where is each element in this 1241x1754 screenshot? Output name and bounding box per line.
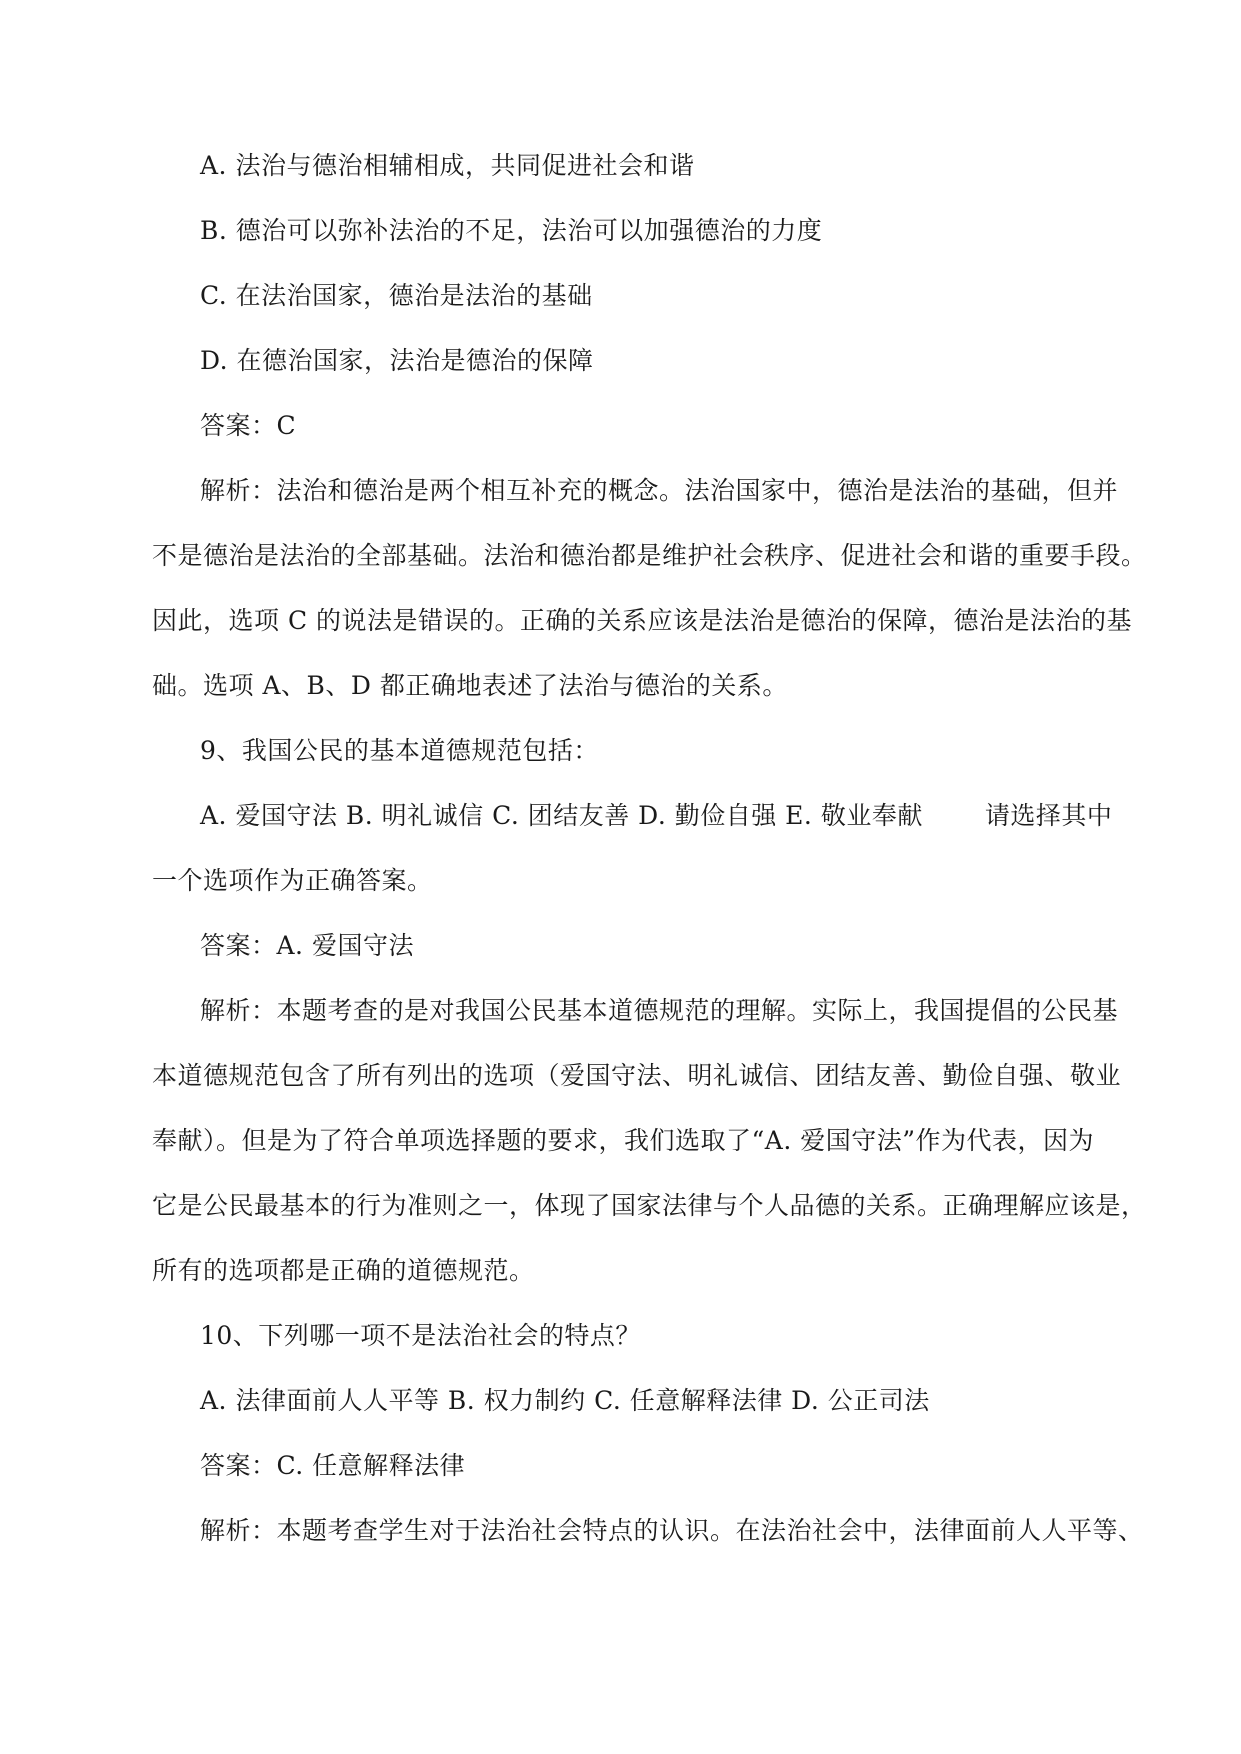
q9-analysis-line: 解析：本题考查的是对我国公民基本道德规范的理解。实际上，我国提倡的公民基 [200, 996, 1119, 1025]
q8-option-b: B. 德治可以弥补法治的不足，法治可以加强德治的力度 [200, 216, 823, 245]
q9-analysis-line: 本道德规范包含了所有列出的选项（爱国守法、明礼诚信、团结友善、勤俭自强、敬业 [152, 1061, 1122, 1090]
q10-question: 10、下列哪一项不是法治社会的特点？ [200, 1321, 641, 1350]
q8-answer: 答案：C [200, 411, 297, 440]
q9-answer: 答案：A. 爱国守法 [200, 931, 414, 960]
q9-instruction: 请选择其中 [984, 801, 1113, 830]
q9-instruction-continued: 一个选项作为正确答案。 [152, 866, 433, 895]
q9-analysis-line: 所有的选项都是正确的道德规范。 [152, 1256, 535, 1285]
q10-options: A. 法律面前人人平等 B. 权力制约 C. 任意解释法律 D. 公正司法 [200, 1386, 930, 1415]
q8-option-c: C. 在法治国家，德治是法治的基础 [200, 281, 593, 310]
q8-analysis-line: 础。选项 A、B、D 都正确地表述了法治与德治的关系。 [152, 671, 788, 700]
q8-analysis-line: 因此，选项 C 的说法是错误的。正确的关系应该是法治是德治的保障，德治是法治的基 [152, 606, 1133, 635]
q8-option-a: A. 法治与德治相辅相成，共同促进社会和谐 [200, 151, 695, 180]
q9-options-text: A. 爱国守法 B. 明礼诚信 C. 团结友善 D. 勤俭自强 E. 敬业奉献 [200, 801, 923, 830]
q8-analysis-line: 不是德治是法治的全部基础。法治和德治都是维护社会秩序、促进社会和谐的重要手段。 [152, 541, 1147, 570]
q8-option-d: D. 在德治国家，法治是德治的保障 [200, 346, 594, 375]
q9-question: 9、我国公民的基本道德规范包括： [200, 736, 599, 765]
q9-analysis-line: 奉献）。但是为了符合单项选择题的要求，我们选取了“A. 爱国守法”作为代表，因为 [152, 1126, 1095, 1155]
q8-analysis-line: 解析：法治和德治是两个相互补充的概念。法治国家中，德治是法治的基础，但并 [200, 476, 1119, 505]
q10-answer: 答案：C. 任意解释法律 [200, 1451, 466, 1480]
q9-options [200, 799, 1113, 833]
q9-analysis-line: 它是公民最基本的行为准则之一，体现了国家法律与个人品德的关系。正确理解应该是， [152, 1191, 1147, 1220]
q10-analysis-line: 解析：本题考查学生对于法治社会特点的认识。在法治社会中，法律面前人人平等、 [200, 1516, 1144, 1545]
